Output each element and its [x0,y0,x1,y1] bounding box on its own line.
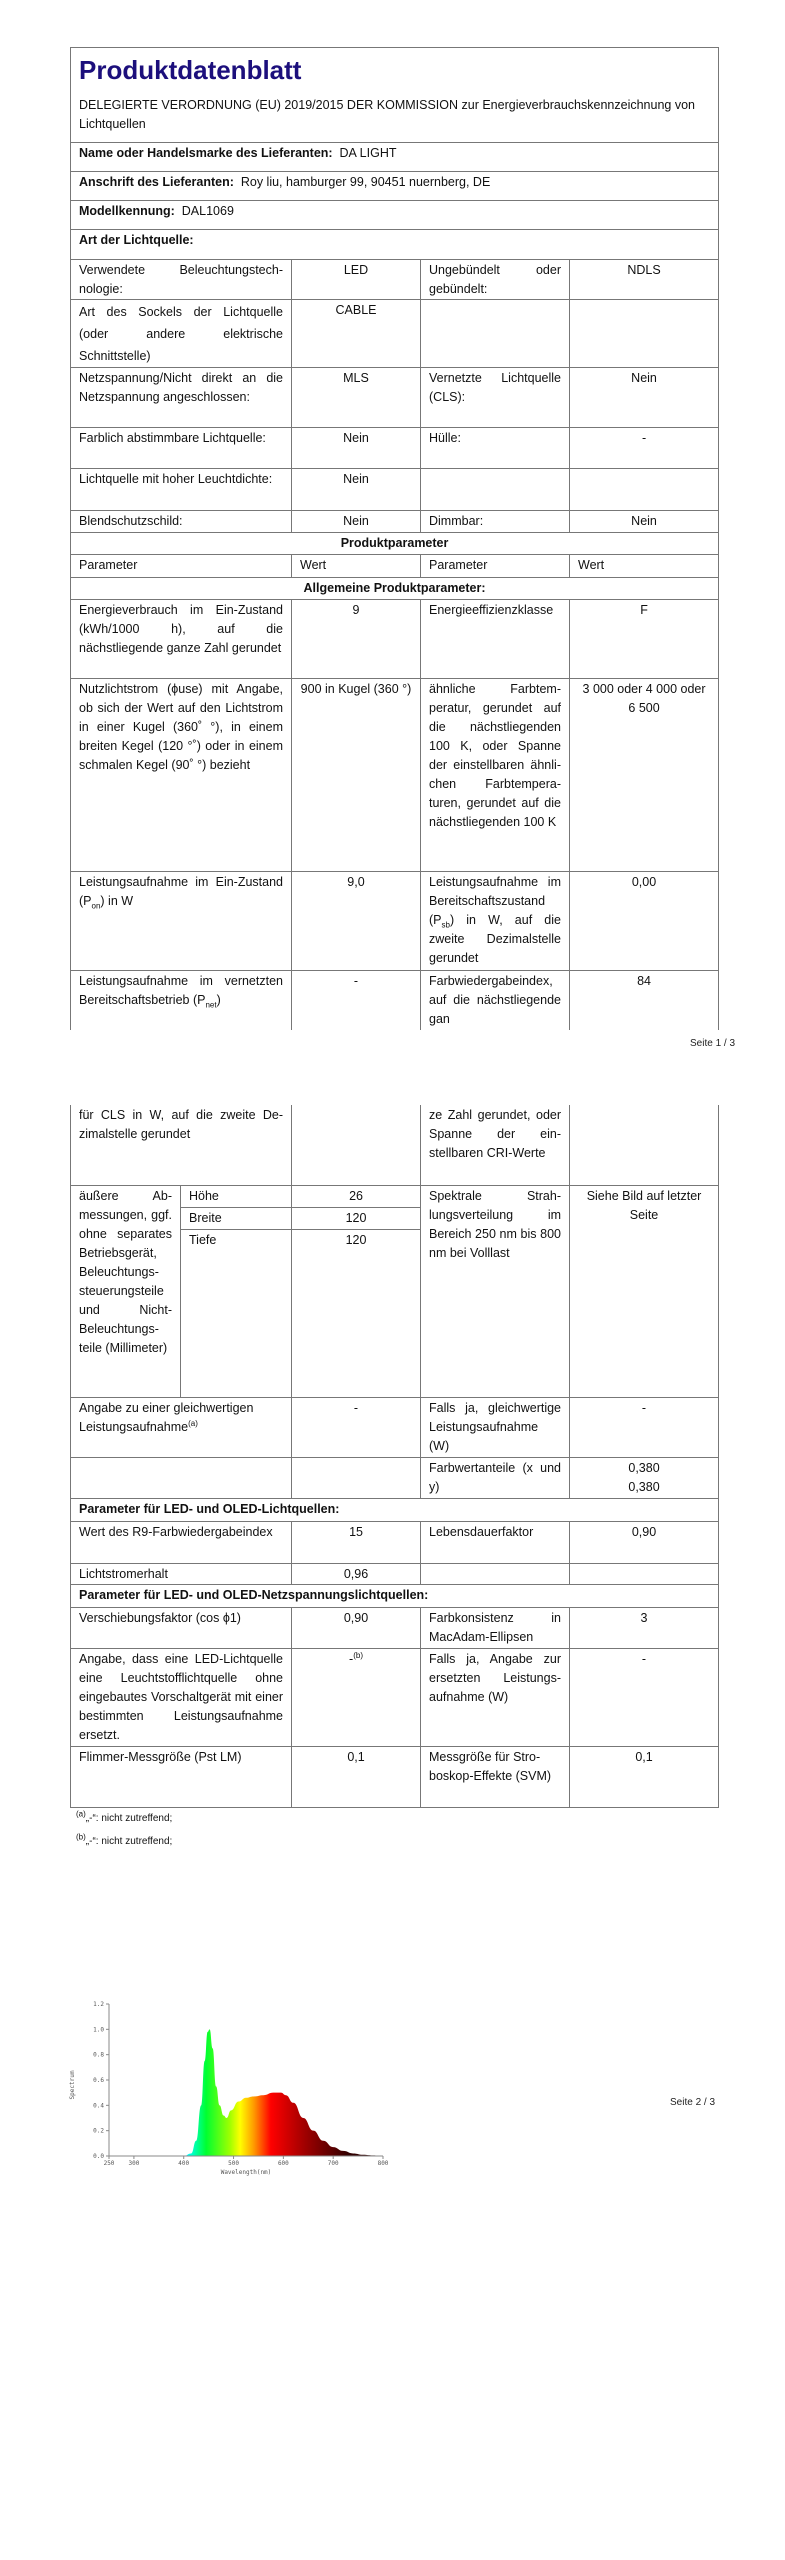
param-value: 84 [570,971,719,1030]
param-label: Farbwertanteile (x und y) [421,1457,570,1498]
column-header: Parameter [421,555,570,578]
table-row [71,971,719,1030]
supplier-label: Name oder Handelsmarke des Lieferanten: [79,146,333,160]
table-row [71,469,719,511]
column-header: Parameter [71,555,292,578]
param-label: Ungebündelt oder gebündelt: [421,260,570,300]
param-value: 9 [292,600,421,679]
param-label: Vernetzte Lichtquelle (CLS): [421,368,570,428]
page-number: Seite 2 / 3 [670,2097,716,2108]
param-value: 0,90 [570,1521,719,1563]
x-tick-label: 500 [228,2160,239,2167]
light-source-type-heading: Art der Lichtquelle: [71,230,719,260]
y-tick-label: 0.8 [93,2051,104,2059]
param-value: 0,380 0,380 [570,1457,719,1498]
param-label: Hülle: [421,428,570,469]
table-row [71,1105,719,1185]
param-label: Messgröße für Stroboskop-Effekte (SVM) [421,1746,570,1807]
address-value: Roy liu, hamburger 99, 90451 nuernberg, DE [240,175,491,189]
param-label: Angabe zu einer gleichwertigen Leistungsaufnahme$^{(a)}$ [71,1397,292,1457]
param-value: 0,1 [570,1746,719,1807]
table-row [71,1521,719,1563]
param-value: Siehe Bild auf letzter Seite [570,1185,719,1397]
table-row [71,1185,719,1207]
param-value: F [570,600,719,679]
column-header: Wert [570,555,719,578]
table-row [71,1397,719,1457]
depth-value: 120 [292,1229,421,1397]
footnote: $^{(b)}$„-“: nicht zutreffend; [76,1832,173,1847]
param-value: 3 [570,1607,719,1648]
table-row [71,1746,719,1807]
param-label: Spektrale Strahlungsverteilung im Bereich 250 nm bis 800 nm bei Volllast [421,1185,570,1397]
x-tick-label: 300 [128,2160,140,2167]
param-label: ze Zahl gerundet, oder Spanne der einstellbaren CRI-Werte [421,1105,570,1185]
param-label: Energieeffizienzklasse [421,600,570,679]
param-value: Nein [570,368,719,428]
param-value [570,300,719,368]
y-tick-label: 0.4 [93,2102,104,2110]
param-label: Lichtquelle mit hoher Leuchtdichte: [71,469,292,511]
param-value: Nein [292,511,421,533]
x-tick-label: 600 [277,2160,289,2167]
table-row [71,300,719,368]
table-row [71,1457,719,1498]
spectrum-area [109,2029,383,2156]
table-row [71,872,719,971]
param-label: Falls ja, gleichwertige Leistungsaufnahme (W) [421,1397,570,1457]
param-value: 9,0 [292,872,421,971]
table-row [71,600,719,679]
param-value: Nein [570,511,719,533]
footnote: $^{(a)}$„-“: nicht zutreffend; [76,1809,173,1824]
param-label: Verschiebungsfaktor (cos ϕ1) [71,1607,292,1648]
supplier-name-row [71,143,719,172]
param-label [421,300,570,368]
x-tick-label: 800 [377,2160,389,2167]
param-value: 0,00 [570,872,719,971]
param-label: Dimmbar: [421,511,570,533]
y-axis-label: Spectrum [69,2070,76,2100]
param-value: Nein [292,469,421,511]
address-label: Anschrift des Lieferanten: [79,175,234,189]
param-label: Leistungsaufnahme im Bereitschaftszustand $(P_{sb})$ in W, auf die zweite Dezimalstelle gerundet [421,872,570,971]
y-tick-label: 1.2 [93,2001,104,2008]
width-label: Breite [181,1207,292,1229]
param-value: 0,90 [292,1607,421,1648]
param-value: 900 in Kugel (360 °) [292,679,421,872]
param-label: Farbkonsistenz in MacAdam-Ellipsen [421,1607,570,1648]
depth-label: Tiefe [181,1229,292,1397]
param-label: Farblich abstimmbare Lichtquelle: [71,428,292,469]
spectrum-chart [60,1990,400,2185]
param-label: Angabe, dass eine LED-Lichtquelle eine Leuchtstofflichtquelle ohne eingebautes Vorschaltgerät mit einer bestimmten Leistungsaufnahme ersetzt. [71,1648,292,1746]
x-tick-label: 400 [178,2160,190,2167]
param-label: Leistungsaufnahme im Ein-Zustand $(P_{on})$ in W [71,872,292,971]
param-value: MLS [292,368,421,428]
x-axis-label: Wavelength(nm) [220,2169,272,2176]
datasheet-page-2 [70,1105,719,1808]
y-tick-label: 0.0 [93,2153,104,2160]
led-parameters-heading: Parameter für LED- und OLED-Lichtquellen: [71,1498,719,1521]
param-label: Nutzlichtstrom (ϕuse) mit Angabe, ob sich der Wert auf den Lichtstrom in einer Kugel (360˚ °), in einem breiten Kegel (120 °˚) oder in einem schmalen Kegel (90˚ °) bezieht [71,679,292,872]
model-value: DAL1069 [181,204,234,218]
dimensions-label: äußere Abmessungen, ggf. ohne separates Betriebsgerät, Beleuchtungssteuerungsteile und Nicht-Beleuchtungsteile (Millimeter) [71,1185,181,1397]
model-row [71,201,719,230]
param-value: CABLE [292,300,421,368]
height-value: 26 [292,1185,421,1207]
table-row [71,1563,719,1584]
table-row [71,511,719,533]
param-label: Leistungsaufnahme im vernetzten Bereitschaftsbetrieb $(P_{net})$ [71,971,292,1030]
param-value: - [292,971,421,1030]
param-label: Netzspannung/Nicht direkt an die Netzspannung angeschlossen: [71,368,292,428]
param-value: 0,1 [292,1746,421,1807]
param-value: Nein [292,428,421,469]
page-title: Produktdatenblatt [79,55,302,85]
x-tick-label: 700 [327,2160,339,2167]
param-label: für CLS in W, auf die zweite Dezimalstelle gerundet [71,1105,292,1185]
header-block [71,48,719,143]
param-value: - [570,1397,719,1457]
width-value: 120 [292,1207,421,1229]
param-value: 3 000 oder 4 000 oder 6 500 [570,679,719,872]
param-label: Energieverbrauch im Ein-Zustand (kWh/1000 h), auf die nächstliegende ganze Zahl gerundet [71,600,292,679]
general-parameters-heading: Allgemeine Produktparameter: [71,578,719,600]
param-label: Falls ja, Angabe zur ersetzten Leistungsaufnahme (W) [421,1648,570,1746]
y-tick-label: 1.0 [93,2026,104,2034]
table-row [71,1607,719,1648]
param-label: Farbwiedergabeindex, auf die nächstliegende gan [421,971,570,1030]
y-tick-label: 0.2 [93,2127,104,2135]
mains-led-parameters-heading: Parameter für LED- und OLED-Netzspannungslichtquellen: [71,1584,719,1607]
param-value: 0,96 [292,1563,421,1584]
height-label: Höhe [181,1185,292,1207]
datasheet-page-1 [70,47,719,1030]
param-label: Blendschutzschild: [71,511,292,533]
supplier-address-row [71,172,719,201]
param-label: Verwendete Beleuchtungstechnologie: [71,260,292,300]
param-value: 15 [292,1521,421,1563]
table-row [71,260,719,300]
param-label: Art des Sockels der Lichtquelle (oder andere elektrische Schnittstelle) [71,300,292,368]
param-label: Flimmer-Messgröße (Pst LM) [71,1746,292,1807]
param-label: ähnliche Farbtemperatur, gerundet auf die nächstliegenden 100 K, oder Spanne der einstellbaren ähnlichen Farbtemperaturen, gerundet auf die nächstliegenden 100 K [421,679,570,872]
param-value: - [292,1397,421,1457]
table-row [71,1648,719,1746]
param-label: Lebensdauerfaktor [421,1521,570,1563]
table-row [71,679,719,872]
param-label: Wert des R9-Farbwiedergabeindex [71,1521,292,1563]
param-value [570,469,719,511]
param-label: Lichtstromerhalt [71,1563,292,1584]
supplier-value: DA LIGHT [339,146,397,160]
table-row [71,368,719,428]
x-tick-label: 250 [103,2160,115,2167]
y-tick-label: 0.6 [93,2077,104,2084]
page-number: Seite 1 / 3 [690,1038,736,1049]
product-parameters-heading: Produktparameter [71,533,719,555]
model-label: Modellkennung: [79,204,175,218]
regulation-subtitle: DELEGIERTE VERORDNUNG (EU) 2019/2015 DER KOMMISSION zur Energieverbrauchskennzeichnung von Lichtquellen [79,98,695,131]
param-label [421,469,570,511]
param-value: NDLS [570,260,719,300]
column-header: Wert [292,555,421,578]
param-value: - [570,428,719,469]
param-value: - [570,1648,719,1746]
table-row [71,428,719,469]
param-value: LED [292,260,421,300]
param-value: -$^{(b)}$ [292,1648,421,1746]
column-header-row [71,555,719,578]
